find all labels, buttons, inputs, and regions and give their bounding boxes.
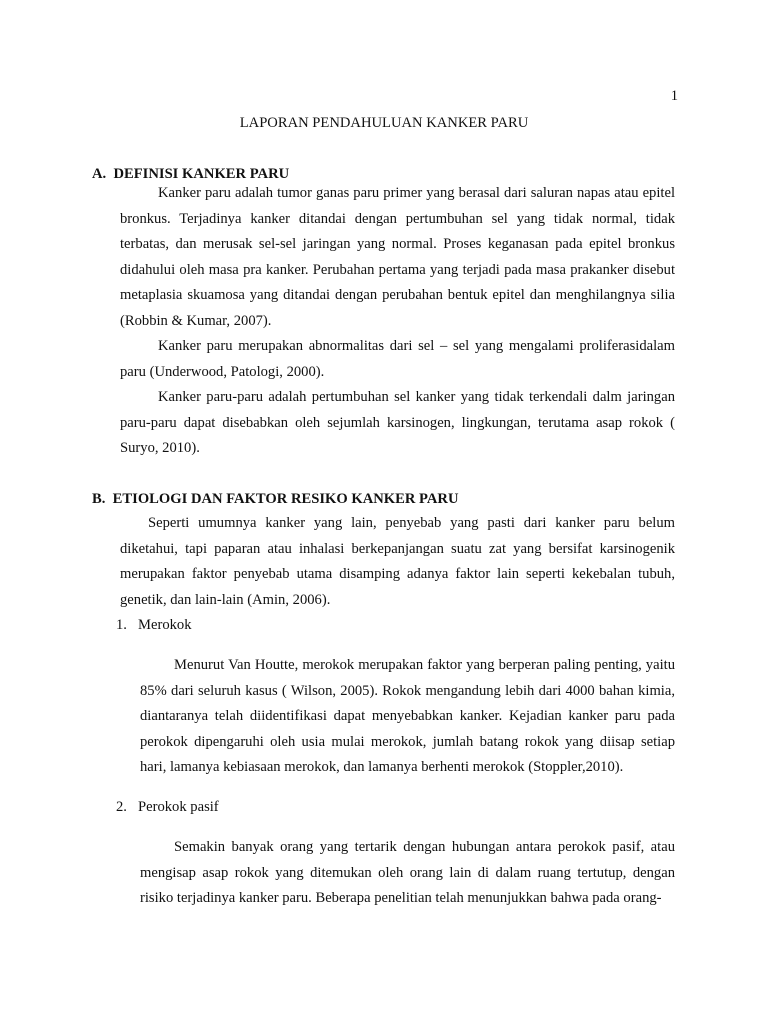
list-item-number: 1. xyxy=(116,617,127,633)
paragraph: Kanker paru adalah tumor ganas paru primer yang berasal dari saluran napas atau epitel bronkus. Terjadinya kanker ditandai dengan pertumbuhan sel yang tidak normal, tidak terbatas, dan merusak sel-sel jaringan yang normal. Proses keganasan pada epitel bronkus didahului oleh masa pra kanker. Perubahan pertama yang terjadi pada masa prakanker disebut metaplasia skuamosa yang ditandai dengan perubahan bentuk epitel dan menghilangnya silia (Robbin & Kumar, 2007). xyxy=(120,185,675,329)
document-title: LAPORAN PENDAHULUAN KANKER PARU xyxy=(239,115,529,131)
section-body-etiologi xyxy=(116,511,675,926)
list-item-title: Merokok xyxy=(138,617,192,633)
list-item-text: Semakin banyak orang yang tertarik dengan hubungan antara perokok pasif, atau mengisap asap rokok yang ditemukan oleh orang lain di dalam ruang tertutup, dengan risiko terjadinya kanker paru. Beberapa penelitian telah menunjukkan bahwa pada orang- xyxy=(140,839,675,907)
list-item-title: Perokok pasif xyxy=(138,799,219,816)
paragraph: Kanker paru merupakan abnormalitas dari sel – sel yang mengalami proliferasidalam paru (Underwood, Patologi, 2000). xyxy=(120,338,675,380)
list-item-header xyxy=(116,795,675,821)
section-body-definisi xyxy=(120,181,675,462)
risk-factor-list xyxy=(116,613,675,912)
section-heading-etiologi: B. ETIOLOGI DAN FAKTOR RESIKO KANKER PARU xyxy=(92,491,459,507)
list-item-number: 2. xyxy=(116,799,127,816)
page-number: 1 xyxy=(670,88,678,104)
list-item-header xyxy=(116,613,675,639)
section-heading-definisi: A. DEFINISI KANKER PARU xyxy=(92,166,290,182)
list-item xyxy=(116,613,675,781)
paragraph: Seperti umumnya kanker yang lain, penyebab yang pasti dari kanker paru belum diketahui, tapi paparan atau inhalasi berkepanjangan suatu zat yang bersifat karsinogenik merupakan faktor penyebab utama disamping adanya faktor lain seperti kekebalan tubuh, genetik, dan lain-lain (Amin, 2006). xyxy=(120,515,675,608)
paragraph: Kanker paru-paru adalah pertumbuhan sel kanker yang tidak terkendali dalm jaringan paru-paru dapat disebabkan oleh sejumlah karsinogen, lingkungan, terutama asap rokok ( Suryo, 2010). xyxy=(120,389,675,456)
list-item-text: Menurut Van Houtte, merokok merupakan faktor yang berperan paling penting, yaitu 85% dari seluruh kasus ( Wilson, 2005). Rokok mengandung lebih dari 4000 bahan kimia, diantaranya telah diidentifikasi dapat menyebabkan kanker. Kejadian kanker paru pada perokok dipengaruhi oleh usia mulai merokok, jumlah batang rokok yang diisap setiap hari, lamanya kebiasaan merokok, dan lamanya berhenti merokok (Stoppler,2010). xyxy=(140,657,675,776)
list-item xyxy=(116,795,675,912)
